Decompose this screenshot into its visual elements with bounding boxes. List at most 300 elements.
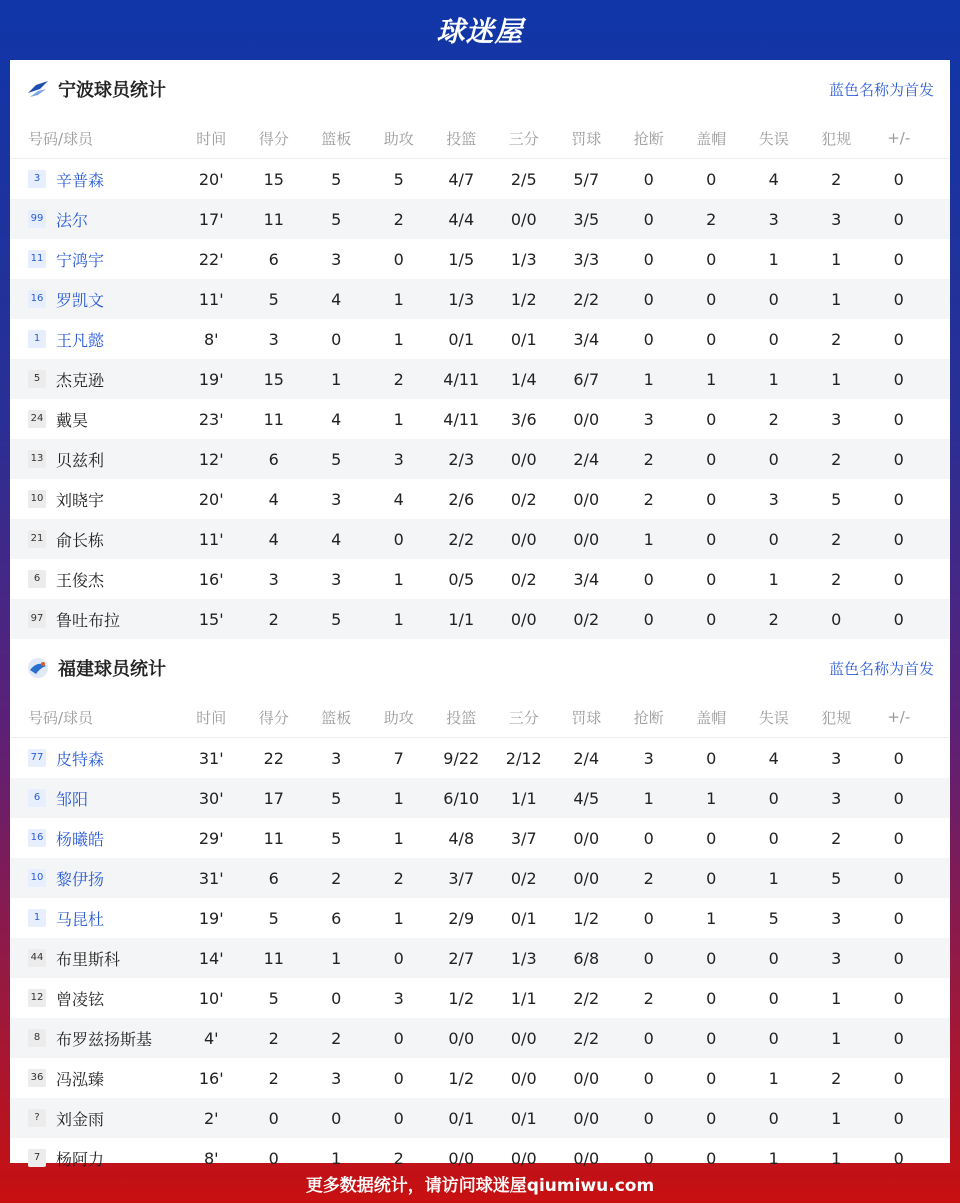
table-row[interactable] bbox=[10, 978, 950, 1018]
stat-cell: 3 bbox=[831, 948, 842, 968]
stat-cell: 0 bbox=[393, 948, 404, 968]
stat-cell: 1 bbox=[831, 249, 842, 269]
stat-cell: 22' bbox=[198, 249, 224, 269]
jersey-number: 13 bbox=[28, 450, 46, 468]
table-row[interactable] bbox=[10, 938, 950, 978]
stat-cell: 1 bbox=[768, 569, 779, 589]
stat-cell: 5 bbox=[331, 169, 342, 189]
column-header: 罚球 bbox=[571, 708, 602, 727]
stat-cell: 0/0 bbox=[510, 449, 537, 469]
table-header bbox=[10, 697, 950, 738]
stat-cell: 3 bbox=[768, 209, 779, 229]
stat-cell: 2 bbox=[643, 449, 654, 469]
stat-cell: 3 bbox=[831, 908, 842, 928]
column-header: +/- bbox=[887, 708, 911, 726]
stat-cell: 1 bbox=[706, 369, 717, 389]
stat-cell: 0 bbox=[706, 948, 717, 968]
stat-cell: 2 bbox=[643, 868, 654, 888]
jersey-number: 8 bbox=[28, 1029, 46, 1047]
stat-cell: 0 bbox=[393, 1068, 404, 1088]
stat-cell: 1 bbox=[831, 1028, 842, 1048]
table-row[interactable] bbox=[10, 439, 950, 479]
stat-cell: 1 bbox=[393, 569, 404, 589]
player-cell bbox=[10, 568, 180, 591]
stat-cell: 0 bbox=[331, 988, 342, 1008]
stat-cell: 3 bbox=[831, 209, 842, 229]
player-name[interactable]: 马昆杜 bbox=[56, 909, 105, 929]
stat-cell: 5 bbox=[268, 289, 279, 309]
player-name[interactable]: 曾凌铉 bbox=[56, 989, 105, 1009]
stat-cell: 2/2 bbox=[573, 1028, 600, 1048]
player-name[interactable]: 邹阳 bbox=[56, 789, 89, 809]
stat-cell: 2/9 bbox=[448, 908, 475, 928]
stat-cell: 1 bbox=[393, 788, 404, 808]
stat-cell: 0/5 bbox=[448, 569, 475, 589]
table-row[interactable] bbox=[10, 279, 950, 319]
stat-cell: 4 bbox=[268, 529, 279, 549]
stat-cell: 0 bbox=[831, 609, 842, 629]
stat-cell: 16' bbox=[198, 1068, 224, 1088]
stat-cell: 0/0 bbox=[573, 489, 600, 509]
column-header: 篮板 bbox=[321, 708, 352, 727]
stat-cell: 12' bbox=[198, 449, 224, 469]
stat-cell: 2/12 bbox=[505, 748, 542, 768]
column-header: 时间 bbox=[196, 129, 227, 148]
player-cell bbox=[10, 907, 180, 930]
stat-cell: 1/2 bbox=[510, 289, 537, 309]
stat-cell: 0/0 bbox=[510, 609, 537, 629]
stat-cell: 11 bbox=[263, 409, 284, 429]
jersey-number: 44 bbox=[28, 949, 46, 967]
column-header: 号码/球员 bbox=[28, 708, 94, 727]
stat-cell: 0 bbox=[643, 289, 654, 309]
stat-cell: 0 bbox=[643, 169, 654, 189]
stat-cell: 2/7 bbox=[448, 948, 475, 968]
table-row[interactable] bbox=[10, 898, 950, 938]
table-row[interactable] bbox=[10, 1018, 950, 1058]
stat-cell: 0 bbox=[643, 1108, 654, 1128]
stat-cell: 0/2 bbox=[510, 868, 537, 888]
stat-cell: 15 bbox=[263, 169, 284, 189]
stats-card bbox=[10, 60, 950, 1169]
stat-cell: 0 bbox=[893, 369, 904, 389]
team-title: 福建球员统计 bbox=[58, 659, 166, 680]
stat-cell: 1/1 bbox=[510, 988, 537, 1008]
table-row[interactable] bbox=[10, 239, 950, 279]
stat-cell: 2/4 bbox=[573, 748, 600, 768]
player-name[interactable]: 辛普森 bbox=[56, 170, 105, 190]
jersey-number: 7 bbox=[28, 1149, 46, 1167]
team-logo-icon bbox=[26, 656, 50, 680]
stat-cell: 4 bbox=[331, 529, 342, 549]
table-row[interactable] bbox=[10, 519, 950, 559]
stat-cell: 1 bbox=[643, 369, 654, 389]
stat-cell: 0/1 bbox=[510, 1108, 537, 1128]
stat-cell: 3 bbox=[331, 569, 342, 589]
table-row[interactable] bbox=[10, 858, 950, 898]
stat-cell: 3 bbox=[393, 449, 404, 469]
stat-cell: 3/3 bbox=[573, 249, 600, 269]
stat-cell: 0/0 bbox=[573, 529, 600, 549]
stat-cell: 15 bbox=[263, 369, 284, 389]
stat-cell: 0 bbox=[893, 1028, 904, 1048]
stat-cell: 2/2 bbox=[448, 529, 475, 549]
player-cell bbox=[10, 747, 180, 770]
team-logo-icon bbox=[26, 77, 50, 101]
stat-cell: 4 bbox=[768, 169, 779, 189]
player-name[interactable]: 贝兹利 bbox=[56, 450, 105, 470]
table-row[interactable] bbox=[10, 778, 950, 818]
footer-banner[interactable]: 更多数据统计，请访问球迷屋qiumiwu.com bbox=[305, 1175, 655, 1196]
player-name[interactable]: 王俊杰 bbox=[56, 570, 105, 590]
player-name[interactable]: 刘金雨 bbox=[56, 1109, 105, 1129]
stat-cell: 0 bbox=[893, 868, 904, 888]
section-header bbox=[10, 60, 950, 118]
player-name[interactable]: 俞长栋 bbox=[56, 530, 105, 550]
table-row[interactable] bbox=[10, 559, 950, 599]
jersey-number: 11 bbox=[28, 250, 46, 268]
stat-cell: 0 bbox=[893, 988, 904, 1008]
stat-cell: 1 bbox=[393, 609, 404, 629]
stat-cell: 2/5 bbox=[510, 169, 537, 189]
stat-cell: 1/2 bbox=[448, 1068, 475, 1088]
stat-cell: 1 bbox=[393, 289, 404, 309]
team-section bbox=[10, 60, 950, 639]
stat-cell: 2/3 bbox=[448, 449, 475, 469]
player-cell bbox=[10, 867, 180, 890]
stat-cell: 1/4 bbox=[510, 369, 537, 389]
stat-cell: 1/5 bbox=[448, 249, 475, 269]
player-cell bbox=[10, 288, 180, 311]
stat-cell: 1 bbox=[643, 788, 654, 808]
stat-cell: 2 bbox=[831, 449, 842, 469]
stat-cell: 5/7 bbox=[573, 169, 600, 189]
stat-cell: 0 bbox=[331, 1108, 342, 1128]
column-header: 助攻 bbox=[383, 708, 414, 727]
stat-cell: 29' bbox=[198, 828, 224, 848]
stat-cell: 0 bbox=[893, 1108, 904, 1128]
stat-cell: 2/2 bbox=[573, 289, 600, 309]
table-row[interactable] bbox=[10, 319, 950, 359]
player-cell bbox=[10, 208, 180, 231]
stat-cell: 3 bbox=[268, 329, 279, 349]
player-name[interactable]: 宁鸿宇 bbox=[56, 250, 105, 270]
stat-cell: 0 bbox=[768, 449, 779, 469]
stat-cell: 4 bbox=[331, 289, 342, 309]
stat-cell: 5 bbox=[268, 988, 279, 1008]
stat-cell: 16' bbox=[198, 569, 224, 589]
player-name[interactable]: 杨曦皓 bbox=[56, 829, 105, 849]
player-cell bbox=[10, 827, 180, 850]
column-header: 时间 bbox=[196, 708, 227, 727]
stat-cell: 0 bbox=[706, 489, 717, 509]
stat-cell: 2 bbox=[831, 529, 842, 549]
stat-cell: 5 bbox=[831, 489, 842, 509]
stat-cell: 0 bbox=[768, 988, 779, 1008]
stat-cell: 0/0 bbox=[573, 409, 600, 429]
stat-cell: 0/0 bbox=[510, 1068, 537, 1088]
team-title-group bbox=[26, 655, 166, 681]
stat-cell: 1/1 bbox=[510, 788, 537, 808]
stat-cell: 3 bbox=[331, 1068, 342, 1088]
player-cell bbox=[10, 448, 180, 471]
stat-cell: 3/4 bbox=[573, 329, 600, 349]
stat-cell: 1 bbox=[768, 1148, 779, 1168]
jersey-number: 36 bbox=[28, 1069, 46, 1087]
stat-cell: 0 bbox=[893, 529, 904, 549]
stat-cell: 0 bbox=[393, 1028, 404, 1048]
stat-cell: 4/8 bbox=[448, 828, 475, 848]
player-name[interactable]: 戴昊 bbox=[56, 410, 89, 430]
stat-cell: 0 bbox=[393, 1108, 404, 1128]
stat-cell: 0 bbox=[893, 908, 904, 928]
stat-cell: 0 bbox=[706, 1028, 717, 1048]
stat-cell: 4' bbox=[203, 1028, 219, 1048]
stat-cell: 0/2 bbox=[573, 609, 600, 629]
stat-cell: 9/22 bbox=[443, 748, 480, 768]
stat-cell: 2 bbox=[331, 868, 342, 888]
stat-cell: 2 bbox=[393, 369, 404, 389]
table-row[interactable] bbox=[10, 479, 950, 519]
column-header: 盖帽 bbox=[696, 129, 727, 148]
stat-cell: 0/0 bbox=[573, 828, 600, 848]
stat-cell: 0 bbox=[643, 1028, 654, 1048]
jersey-number: 97 bbox=[28, 610, 46, 628]
stat-cell: 2 bbox=[831, 329, 842, 349]
stat-cell: 0 bbox=[706, 748, 717, 768]
stat-cell: 3 bbox=[643, 748, 654, 768]
column-header: 得分 bbox=[258, 129, 289, 148]
stat-cell: 0 bbox=[706, 289, 717, 309]
stat-cell: 2 bbox=[393, 1148, 404, 1168]
stat-cell: 5 bbox=[768, 908, 779, 928]
stat-cell: 5 bbox=[831, 868, 842, 888]
stat-cell: 0 bbox=[706, 609, 717, 629]
stat-cell: 4/11 bbox=[443, 369, 480, 389]
jersey-number: 1 bbox=[28, 330, 46, 348]
stat-cell: 6/8 bbox=[573, 948, 600, 968]
stat-cell: 0/0 bbox=[573, 1148, 600, 1168]
stat-cell: 7 bbox=[393, 748, 404, 768]
stat-cell: 4/7 bbox=[448, 169, 475, 189]
player-cell bbox=[10, 787, 180, 810]
stat-cell: 1/3 bbox=[448, 289, 475, 309]
stat-cell: 23' bbox=[198, 409, 224, 429]
player-cell bbox=[10, 368, 180, 391]
stat-cell: 0 bbox=[706, 169, 717, 189]
stat-cell: 0 bbox=[706, 1108, 717, 1128]
jersey-number: 99 bbox=[28, 210, 46, 228]
player-name[interactable]: 鲁吐布拉 bbox=[56, 610, 121, 630]
player-cell bbox=[10, 528, 180, 551]
stat-cell: 0 bbox=[706, 868, 717, 888]
column-header: 抢断 bbox=[633, 129, 664, 148]
stat-cell: 0 bbox=[331, 329, 342, 349]
stat-cell: 0 bbox=[643, 908, 654, 928]
column-header: 篮板 bbox=[321, 129, 352, 148]
player-cell bbox=[10, 1067, 180, 1090]
stat-cell: 0 bbox=[706, 249, 717, 269]
column-header: 犯规 bbox=[821, 129, 852, 148]
stat-cell: 0/0 bbox=[510, 529, 537, 549]
stat-cell: 3 bbox=[831, 788, 842, 808]
stat-cell: 0 bbox=[893, 249, 904, 269]
column-header: 得分 bbox=[258, 708, 289, 727]
column-header: 犯规 bbox=[821, 708, 852, 727]
stat-cell: 1 bbox=[706, 908, 717, 928]
jersey-number: 5 bbox=[28, 370, 46, 388]
stat-cell: 2 bbox=[831, 1068, 842, 1088]
jersey-number: 24 bbox=[28, 410, 46, 428]
table-row[interactable] bbox=[10, 738, 950, 778]
stat-cell: 1 bbox=[393, 828, 404, 848]
stat-cell: 0 bbox=[768, 529, 779, 549]
stat-cell: 0/0 bbox=[573, 1068, 600, 1088]
player-name[interactable]: 王凡懿 bbox=[56, 330, 105, 350]
stat-cell: 0 bbox=[893, 948, 904, 968]
stat-cell: 1/1 bbox=[448, 609, 475, 629]
table-row[interactable] bbox=[10, 1098, 950, 1138]
stat-cell: 2 bbox=[831, 169, 842, 189]
stat-cell: 0 bbox=[768, 788, 779, 808]
stat-cell: 2 bbox=[768, 409, 779, 429]
table-row[interactable] bbox=[10, 199, 950, 239]
stat-cell: 0 bbox=[706, 449, 717, 469]
stat-cell: 5 bbox=[331, 828, 342, 848]
stat-cell: 0 bbox=[706, 1148, 717, 1168]
stat-cell: 0 bbox=[768, 828, 779, 848]
stat-cell: 8' bbox=[203, 329, 219, 349]
stat-cell: 3/5 bbox=[573, 209, 600, 229]
player-cell bbox=[10, 1107, 180, 1130]
stat-cell: 8' bbox=[203, 1148, 219, 1168]
column-header: 助攻 bbox=[383, 129, 414, 148]
player-name[interactable]: 黎伊扬 bbox=[56, 869, 105, 889]
stat-cell: 1/3 bbox=[510, 249, 537, 269]
stat-cell: 6/10 bbox=[443, 788, 480, 808]
stat-cell: 3/7 bbox=[510, 828, 537, 848]
stat-cell: 1 bbox=[331, 948, 342, 968]
stat-cell: 6/7 bbox=[573, 369, 600, 389]
stat-cell: 0 bbox=[893, 209, 904, 229]
player-name[interactable]: 冯泓臻 bbox=[56, 1069, 105, 1089]
stat-cell: 1 bbox=[393, 409, 404, 429]
table-row[interactable] bbox=[10, 599, 950, 639]
player-name[interactable]: 皮特森 bbox=[56, 749, 105, 769]
table-row[interactable] bbox=[10, 399, 950, 439]
player-name[interactable]: 杰克逊 bbox=[56, 370, 105, 390]
stat-cell: 0 bbox=[893, 748, 904, 768]
stat-cell: 2 bbox=[643, 489, 654, 509]
stat-cell: 1 bbox=[393, 329, 404, 349]
stat-cell: 1 bbox=[331, 1148, 342, 1168]
stat-cell: 3 bbox=[831, 409, 842, 429]
stat-cell: 1/2 bbox=[448, 988, 475, 1008]
player-name[interactable]: 法尔 bbox=[56, 210, 89, 230]
column-header: 盖帽 bbox=[696, 708, 727, 727]
column-header: 号码/球员 bbox=[28, 129, 94, 148]
stat-cell: 0/2 bbox=[510, 569, 537, 589]
stat-cell: 1 bbox=[768, 249, 779, 269]
column-header: 投篮 bbox=[446, 708, 477, 727]
stat-cell: 4 bbox=[768, 748, 779, 768]
player-name[interactable]: 布罗兹扬斯基 bbox=[56, 1029, 153, 1049]
stat-cell: 0 bbox=[893, 788, 904, 808]
stat-cell: 0 bbox=[893, 1148, 904, 1168]
stat-cell: 6 bbox=[331, 908, 342, 928]
stat-cell: 3 bbox=[393, 988, 404, 1008]
table-row[interactable] bbox=[10, 818, 950, 858]
stat-cell: 0 bbox=[706, 329, 717, 349]
stat-cell: 0 bbox=[393, 529, 404, 549]
stat-cell: 5 bbox=[331, 209, 342, 229]
stat-cell: 1 bbox=[331, 369, 342, 389]
team-title: 宁波球员统计 bbox=[58, 80, 166, 101]
player-name[interactable]: 罗凯文 bbox=[56, 290, 105, 310]
stat-cell: 14' bbox=[198, 948, 224, 968]
stat-cell: 0 bbox=[768, 289, 779, 309]
stat-cell: 0 bbox=[893, 1068, 904, 1088]
table-row[interactable] bbox=[10, 1058, 950, 1098]
stat-cell: 3 bbox=[643, 409, 654, 429]
stat-cell: 22 bbox=[263, 748, 284, 768]
stat-cell: 0 bbox=[893, 489, 904, 509]
stat-cell: 0 bbox=[768, 948, 779, 968]
stat-cell: 20' bbox=[198, 489, 224, 509]
jersey-number: 1 bbox=[28, 909, 46, 927]
stat-cell: 4 bbox=[268, 489, 279, 509]
stat-cell: 11 bbox=[263, 948, 284, 968]
player-name[interactable]: 布里斯科 bbox=[56, 949, 121, 969]
stat-cell: 3 bbox=[331, 748, 342, 768]
stat-cell: 1 bbox=[393, 908, 404, 928]
player-name[interactable]: 杨阿力 bbox=[56, 1149, 105, 1169]
stat-cell: 5 bbox=[393, 169, 404, 189]
team-title-group bbox=[26, 76, 166, 102]
stat-cell: 1/3 bbox=[510, 948, 537, 968]
stat-cell: 0 bbox=[268, 1148, 279, 1168]
stat-cell: 5 bbox=[331, 609, 342, 629]
stat-cell: 1 bbox=[831, 1148, 842, 1168]
stat-cell: 3/7 bbox=[448, 868, 475, 888]
stat-cell: 5 bbox=[331, 788, 342, 808]
table-row[interactable] bbox=[10, 159, 950, 199]
table-row[interactable] bbox=[10, 359, 950, 399]
stat-cell: 2 bbox=[706, 209, 717, 229]
jersey-number: 16 bbox=[28, 829, 46, 847]
stat-cell: 2/4 bbox=[573, 449, 600, 469]
jersey-number: 10 bbox=[28, 869, 46, 887]
column-header: +/- bbox=[887, 129, 911, 147]
player-name[interactable]: 刘晓宇 bbox=[56, 490, 105, 510]
player-cell bbox=[10, 408, 180, 431]
stat-cell: 0/0 bbox=[448, 1028, 475, 1048]
stat-cell: 2 bbox=[331, 1028, 342, 1048]
stat-cell: 0/2 bbox=[510, 489, 537, 509]
stat-cell: 0 bbox=[643, 329, 654, 349]
section-header bbox=[10, 639, 950, 697]
stat-cell: 1 bbox=[768, 369, 779, 389]
stat-cell: 3 bbox=[768, 489, 779, 509]
stat-cell: 0/0 bbox=[510, 209, 537, 229]
stat-cell: 0 bbox=[706, 529, 717, 549]
stat-cell: 0 bbox=[893, 409, 904, 429]
stat-cell: 0 bbox=[643, 609, 654, 629]
stat-cell: 0 bbox=[643, 249, 654, 269]
starter-note: 蓝色名称为首发 bbox=[828, 659, 934, 678]
stat-cell: 1 bbox=[768, 1068, 779, 1088]
stat-cell: 2/6 bbox=[448, 489, 475, 509]
